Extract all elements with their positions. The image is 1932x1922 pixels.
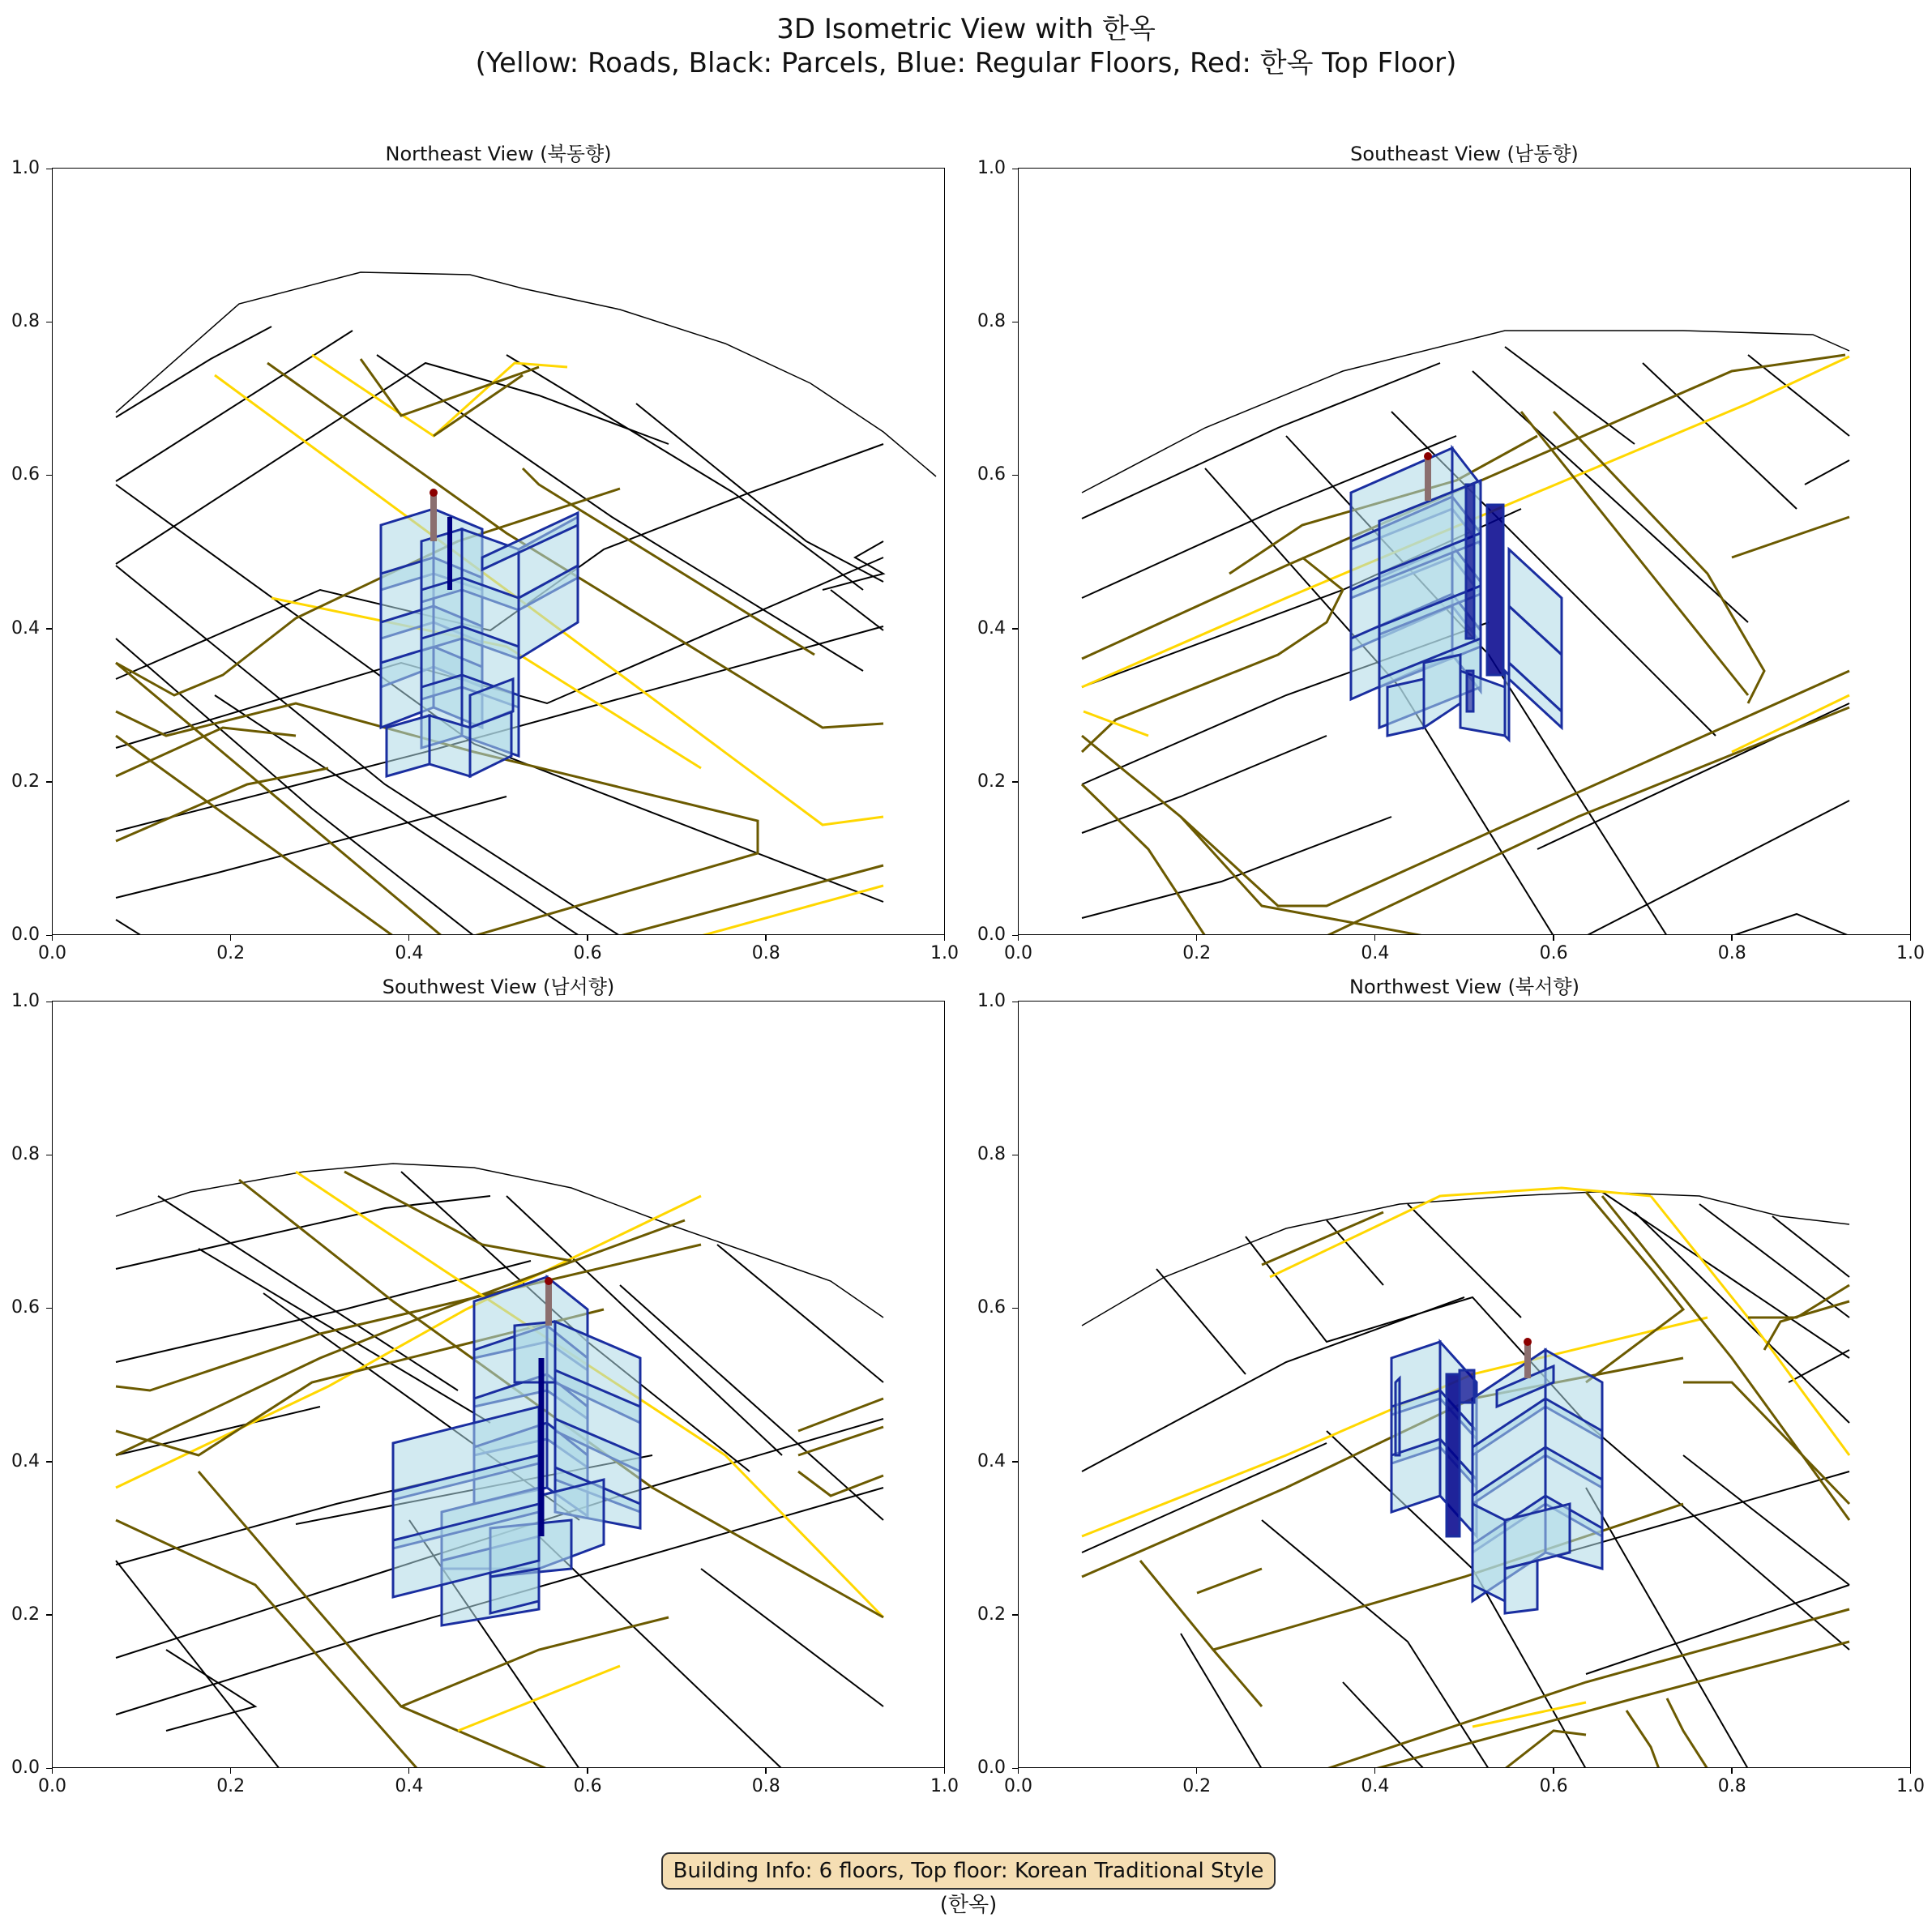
y-tick-label: 0.2: [11, 771, 40, 792]
y-tick-mark: [1012, 1768, 1018, 1770]
y-tick-label: 0.8: [11, 1144, 40, 1165]
x-tick-mark: [1018, 1768, 1019, 1774]
x-tick-label: 1.0: [930, 943, 959, 963]
y-tick-mark: [1012, 322, 1018, 323]
y-tick-mark: [1012, 475, 1018, 476]
y-tick-label: 0.0: [11, 1758, 40, 1778]
x-tick-mark: [1374, 935, 1376, 941]
x-tick-mark: [944, 1768, 946, 1774]
x-tick-label: 1.0: [1896, 1776, 1925, 1796]
x-tick-mark: [1553, 1768, 1554, 1774]
x-tick-mark: [1731, 935, 1733, 941]
x-tick-label: 0.2: [216, 943, 246, 963]
y-tick-label: 0.2: [977, 1604, 1006, 1625]
x-tick-mark: [944, 935, 946, 941]
building-southeast: [1351, 448, 1562, 740]
x-tick-label: 0.8: [751, 943, 780, 963]
x-tick-label: 1.0: [930, 1776, 959, 1796]
x-tick-mark: [1553, 935, 1554, 941]
y-tick-mark: [1012, 628, 1018, 630]
y-tick-mark: [46, 1614, 52, 1616]
y-tick-mark: [1012, 1002, 1018, 1003]
x-tick-mark: [1018, 935, 1019, 941]
y-tick-mark: [1012, 935, 1018, 937]
x-tick-label: 0.2: [216, 1776, 246, 1796]
y-tick-mark: [46, 169, 52, 170]
x-tick-mark: [52, 935, 53, 941]
x-tick-label: 0.2: [1182, 943, 1212, 963]
y-tick-mark: [46, 935, 52, 937]
x-tick-label: 0.0: [38, 943, 66, 963]
panel-title-southeast: Southeast View (남동향): [1350, 143, 1579, 165]
x-tick-label: 0.6: [1539, 1776, 1568, 1796]
panel-title-northwest: Northwest View (북서향): [1349, 976, 1579, 998]
x-tick-label: 0.0: [1004, 1776, 1032, 1796]
y-tick-label: 0.0: [977, 1758, 1006, 1778]
y-tick-mark: [46, 475, 52, 476]
panel-title-southwest: Southwest View (남서향): [382, 976, 615, 998]
y-tick-mark: [1012, 1461, 1018, 1463]
y-tick-mark: [46, 1461, 52, 1463]
x-tick-label: 0.4: [395, 1776, 424, 1796]
y-tick-mark: [46, 1308, 52, 1309]
y-tick-mark: [46, 781, 52, 783]
y-tick-label: 1.0: [11, 991, 40, 1011]
x-tick-mark: [1731, 1768, 1733, 1774]
y-tick-label: 0.4: [977, 617, 1006, 639]
x-tick-mark: [52, 1768, 53, 1774]
x-tick-mark: [408, 935, 410, 941]
y-tick-label: 0.6: [977, 464, 1006, 485]
y-tick-label: 0.6: [977, 1297, 1006, 1318]
y-tick-label: 0.4: [11, 1450, 40, 1471]
x-tick-mark: [408, 1768, 410, 1774]
x-tick-mark: [1196, 1768, 1198, 1774]
y-tick-mark: [1012, 781, 1018, 783]
x-tick-mark: [765, 1768, 767, 1774]
y-tick-mark: [46, 1768, 52, 1770]
x-tick-mark: [1910, 935, 1912, 941]
y-tick-label: 1.0: [977, 991, 1006, 1011]
x-tick-label: 0.8: [1717, 943, 1746, 963]
axes-southeast: [1018, 168, 1911, 935]
y-tick-mark: [46, 322, 52, 323]
x-tick-label: 1.0: [1896, 943, 1925, 963]
y-tick-label: 0.8: [11, 311, 40, 332]
x-tick-label: 0.8: [751, 1776, 780, 1796]
y-tick-label: 0.2: [977, 771, 1006, 792]
x-tick-label: 0.6: [1539, 943, 1568, 963]
axes-northwest: [1018, 1001, 1911, 1768]
x-tick-mark: [765, 935, 767, 941]
y-tick-label: 0.8: [977, 311, 1006, 332]
y-tick-label: 1.0: [11, 158, 40, 178]
hanok-top-northwest: [1524, 1338, 1532, 1378]
y-tick-label: 0.2: [11, 1604, 40, 1625]
x-tick-label: 0.0: [1004, 943, 1032, 963]
y-tick-mark: [1012, 1614, 1018, 1616]
y-tick-mark: [1012, 169, 1018, 170]
x-tick-label: 0.4: [1361, 943, 1390, 963]
hanok-top-southwest: [545, 1277, 553, 1326]
building-northwest: [1391, 1342, 1602, 1613]
y-tick-label: 0.6: [11, 1297, 40, 1318]
x-tick-label: 0.0: [38, 1776, 66, 1796]
x-tick-mark: [1374, 1768, 1376, 1774]
x-tick-mark: [1910, 1768, 1912, 1774]
y-tick-label: 0.4: [11, 617, 40, 639]
x-tick-label: 0.4: [1361, 1776, 1390, 1796]
panel-title-northeast: Northeast View (북동향): [385, 143, 612, 165]
figure-title-line1: 3D Isometric View with 한옥: [776, 13, 1156, 45]
x-tick-mark: [587, 935, 588, 941]
x-tick-label: 0.6: [573, 1776, 602, 1796]
axes-northeast: [52, 168, 945, 935]
x-tick-mark: [230, 935, 232, 941]
y-tick-mark: [46, 628, 52, 630]
y-tick-mark: [1012, 1155, 1018, 1156]
figure-title-line2: (Yellow: Roads, Black: Parcels, Blue: Regular Floors, Red: 한옥 Top Floor): [475, 47, 1457, 79]
x-tick-mark: [587, 1768, 588, 1774]
axes-southwest: [52, 1001, 945, 1768]
y-tick-label: 0.0: [11, 925, 40, 945]
y-tick-label: 0.4: [977, 1450, 1006, 1471]
x-tick-label: 0.6: [573, 943, 602, 963]
x-tick-mark: [1196, 935, 1198, 941]
hanok-top-southeast: [1424, 452, 1432, 501]
y-tick-label: 0.8: [977, 1144, 1006, 1165]
y-tick-label: 0.0: [977, 925, 1006, 945]
building-northeast: [381, 509, 578, 776]
x-tick-mark: [230, 1768, 232, 1774]
y-tick-label: 0.6: [11, 464, 40, 485]
x-tick-label: 0.4: [395, 943, 424, 963]
hanok-top-northeast: [430, 489, 438, 541]
y-tick-mark: [46, 1155, 52, 1156]
x-tick-label: 0.2: [1182, 1776, 1212, 1796]
y-tick-mark: [1012, 1308, 1018, 1309]
x-tick-label: 0.8: [1717, 1776, 1746, 1796]
building-info-box: Building Info: 6 floors, Top floor: Korean Traditional Style (한옥): [661, 1852, 1276, 1890]
y-tick-mark: [46, 1002, 52, 1003]
y-tick-label: 1.0: [977, 158, 1006, 178]
